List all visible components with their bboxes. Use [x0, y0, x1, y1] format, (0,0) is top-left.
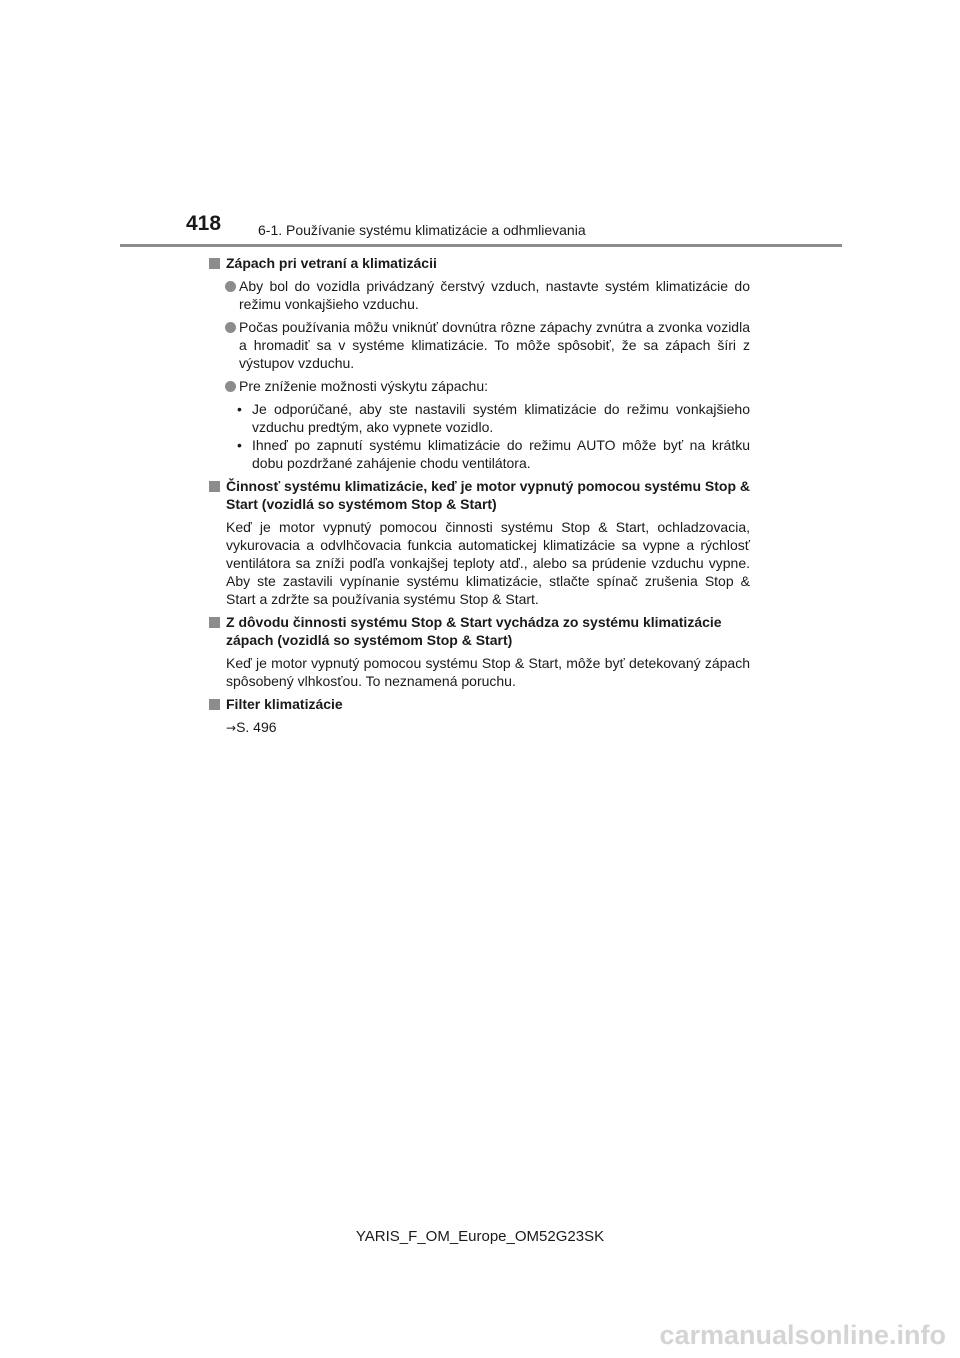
footer-code: YARIS_F_OM_Europe_OM52G23SK [355, 1228, 605, 1245]
dash-list [209, 400, 750, 472]
square-bullet-icon [209, 617, 220, 628]
bullet-item [209, 277, 750, 313]
heading [209, 254, 750, 272]
heading-text: Filter klimatizácie [226, 696, 343, 712]
heading-text: Z dôvodu činnosti systému Stop & Start vychádza zo systému klimatizácie zápach (vozidlá so systémom Stop & Start) [226, 614, 722, 648]
dash-text: Ihneď po zapnutí systému klimatizácie do režimu AUTO môže byť na krátku dobu pozdržané zahájenie chodu ventilátora. [252, 437, 750, 471]
square-bullet-icon [209, 481, 220, 492]
dash-item [209, 436, 750, 472]
page-number: 418 [186, 212, 222, 235]
dot-marker-icon: • [237, 437, 242, 453]
paragraph: Keď je motor vypnutý pomocou systému Stop & Start, môže byť detekovaný zápach spôsobený vlhkosťou. To neznamená poruchu. [226, 655, 750, 689]
circle-bullet-icon [225, 381, 236, 392]
paragraph: Keď je motor vypnutý pomocou činnosti systému Stop & Start, ochladzovacia, vykurovacia a odvlhčovacia funkcia automatickej klimatizácie sa vypne a rýchlosť ventilátora sa zníži podľa vonkajšej teploty atď., alebo sa prúdenie vzduchu vypne. Aby ste zastavili vypínanie systému klimatizácie, stlačte spínač zrušenia Stop & Start a zdržte sa používania systému Stop & Start. [226, 519, 750, 607]
circle-bullet-icon [225, 322, 236, 333]
page-reference [209, 718, 750, 737]
bullet-text: Aby bol do vozidla privádzaný čerstvý vzduch, nastavte systém klimatizácie do režimu vonkajšieho vzduchu. [239, 278, 750, 312]
dash-text: Je odporúčané, aby ste nastavili systém klimatizácie do režimu vonkajšieho vzduchu predtým, ako vypnete vozidlo. [252, 401, 750, 435]
reference-text: S. 496 [236, 719, 277, 735]
arrow-right-icon: → [226, 721, 237, 735]
content [209, 254, 750, 742]
heading-text: Zápach pri vetraní a klimatizácii [226, 255, 437, 271]
heading [209, 613, 750, 649]
square-bullet-icon [209, 699, 220, 710]
heading [209, 477, 750, 513]
bullet-item [209, 377, 750, 395]
circle-bullet-icon [225, 281, 236, 292]
heading-text: Činnosť systému klimatizácie, keď je motor vypnutý pomocou systému Stop & Start (vozidlá so systémom Stop & Start) [226, 478, 751, 512]
bullet-text: Pre zníženie možnosti výskytu zápachu: [239, 378, 489, 394]
watermark: carmanualsonline.info [659, 1320, 946, 1350]
dot-marker-icon: • [237, 401, 242, 417]
heading [209, 695, 750, 713]
bullet-text: Počas používania môžu vniknúť dovnútra rôzne zápachy zvnútra a zvonka vozidla a hromadiť sa v systéme klimatizácie. To môže spôsobiť, že sa zápach šíri z výstupov vzduchu. [239, 319, 750, 371]
dash-item [209, 400, 750, 436]
section-title: 6-1. Používanie systému klimatizácie a odhmlievania [258, 222, 586, 238]
bullet-item [209, 318, 750, 372]
header-rule [120, 244, 842, 247]
square-bullet-icon [209, 258, 220, 269]
